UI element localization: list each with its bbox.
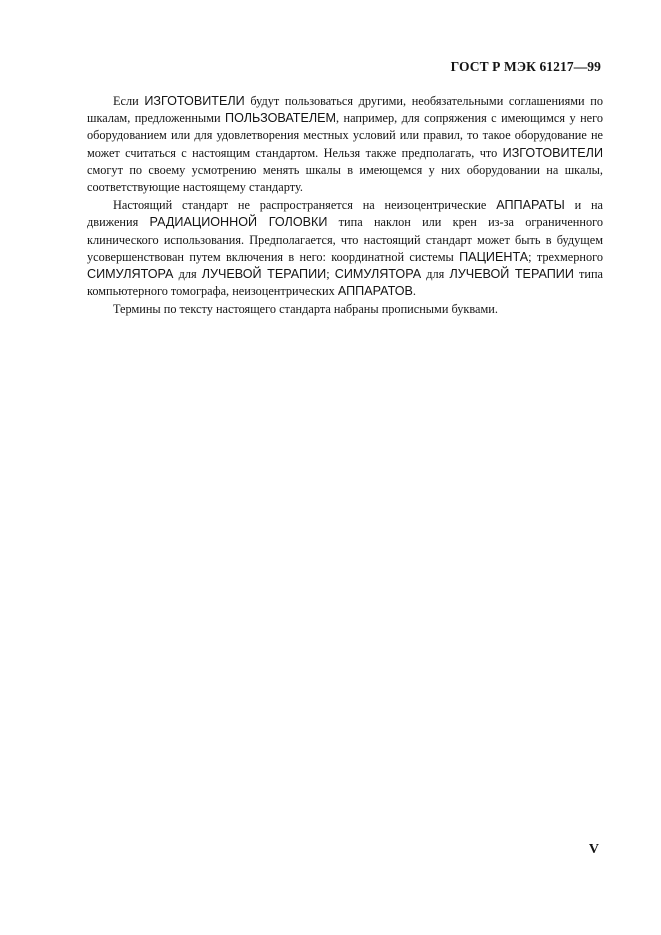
- defined-term: РАДИАЦИОННОЙ ГОЛОВКИ: [149, 215, 328, 230]
- page-number: V: [588, 842, 599, 857]
- text-run: Если: [113, 94, 145, 108]
- text-run: и на движения: [87, 198, 603, 230]
- text-run: для: [421, 267, 450, 282]
- paragraph-scope-exclusions: [87, 197, 603, 300]
- text-run: , например, для сопряжения с имеющимся у него оборудованием или для удовлетворения местных условий или правил, то такое оборудование не может считаться с настоящим стандартом. Нельзя также предполагать, что: [87, 111, 603, 160]
- defined-term: АППАРАТОВ: [337, 284, 413, 299]
- text-run: Термины по тексту настоящего стандарта набраны прописными буквами.: [113, 302, 498, 317]
- standard-code-header: ГОСТ Р МЭК 61217—99: [450, 59, 601, 74]
- text-run: .: [412, 284, 416, 299]
- text-run: будут пользоваться другими, необязательными соглашениями по шкалам, предложенными: [87, 94, 603, 126]
- text-run: типа компьютерного томографа, неизоцентрических: [87, 267, 604, 299]
- text-run: Настоящий стандарт не распространяется на неизоцентрические: [113, 198, 497, 213]
- defined-term: ИЗГОТОВИТЕЛИ: [144, 94, 245, 108]
- text-run: ; трехмерного: [528, 249, 603, 264]
- defined-term: ЛУЧЕВОЙ ТЕРАПИИ: [201, 267, 327, 282]
- paragraph-manufacturer-conventions: [87, 93, 603, 196]
- defined-term: АППАРАТЫ: [496, 198, 565, 213]
- defined-term: ЛУЧЕВОЙ ТЕРАПИИ: [449, 267, 574, 282]
- defined-term: ИЗГОТОВИТЕЛИ: [502, 145, 603, 160]
- defined-term: ПОЛЬЗОВАТЕЛЕМ: [225, 111, 337, 126]
- defined-term: СИМУЛЯТОРА: [334, 267, 422, 282]
- text-run: ;: [326, 267, 335, 282]
- text-run: смогут по своему усмотрению менять шкалы в имеющемся у них оборудовании на шкалы, соответствующие настоящему стандарту.: [87, 162, 603, 195]
- document-body: [87, 93, 603, 319]
- defined-term: ПАЦИЕНТА: [459, 249, 529, 264]
- text-run: для: [173, 267, 202, 282]
- text-run: типа наклон или крен из-за ограниченного клинического использования. Предполагается, что настоящий стандарт может быть в будущем усовершенствован путем включения в него: координатной системы: [87, 215, 604, 264]
- paragraph-terms-note: [87, 301, 603, 318]
- defined-term: СИМУЛЯТОРА: [87, 267, 174, 282]
